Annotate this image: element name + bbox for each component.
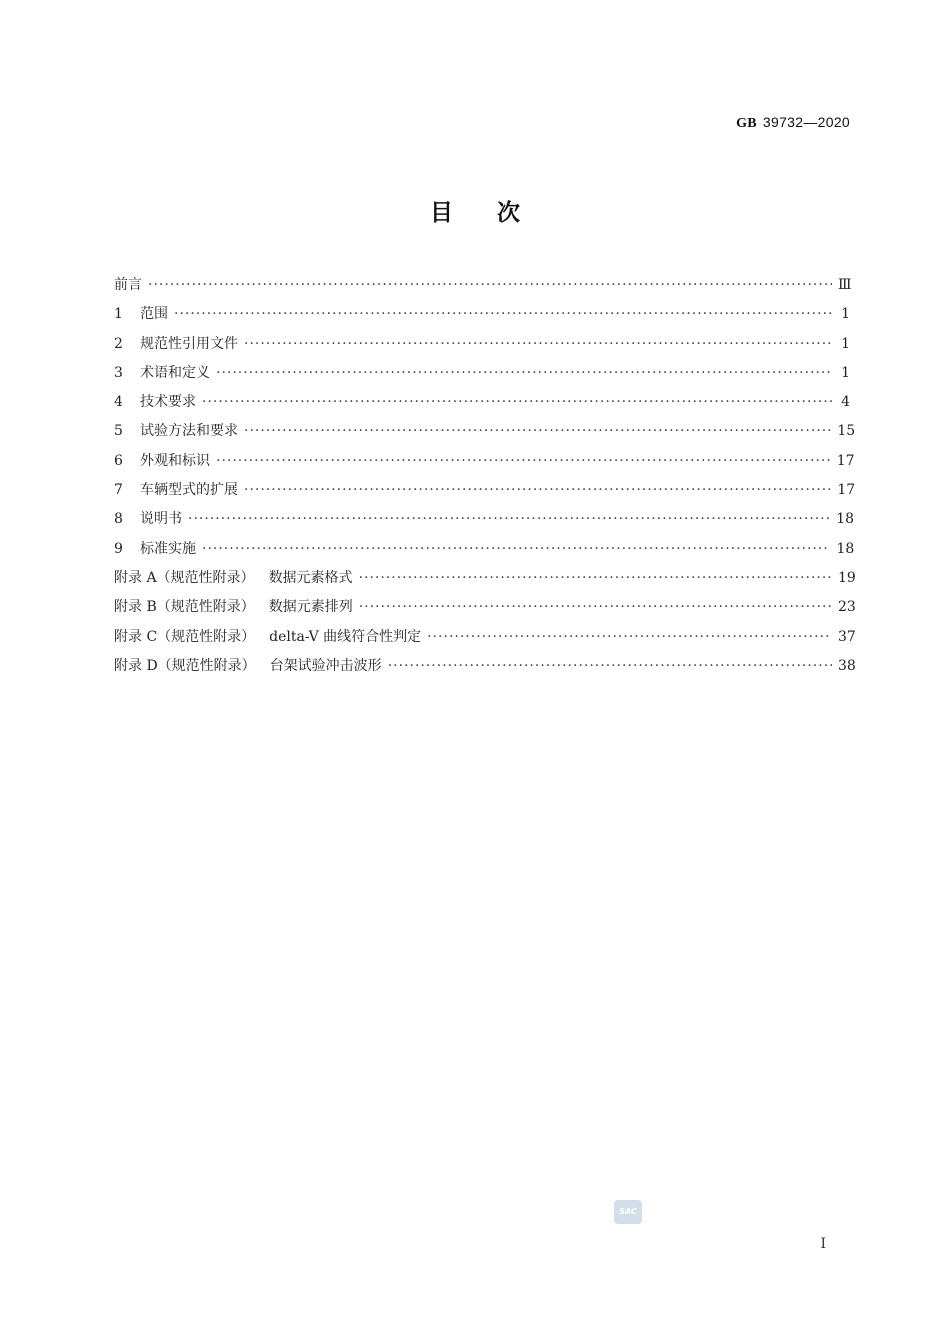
toc-entry-number: 1 bbox=[114, 306, 123, 323]
toc-entry-label bbox=[140, 417, 238, 446]
toc-entry-label bbox=[114, 652, 382, 681]
toc-entry[interactable] bbox=[114, 271, 850, 300]
toc-entry-page: 37 bbox=[838, 628, 856, 645]
toc-entry-page: 38 bbox=[838, 657, 856, 674]
toc-entry[interactable] bbox=[114, 417, 856, 446]
toc-entry[interactable] bbox=[114, 652, 856, 681]
toc-entry-label bbox=[140, 300, 168, 329]
toc-entry-page: 15 bbox=[837, 423, 856, 440]
toc-entry-number: 2 bbox=[114, 335, 123, 352]
toc-entry-label bbox=[140, 388, 196, 417]
toc-entry-title: 附录 B（规范性附录） bbox=[114, 599, 255, 616]
toc-entry[interactable] bbox=[114, 535, 855, 564]
toc-entry-label bbox=[140, 330, 238, 359]
toc-entry-subtitle: delta-V 曲线符合性判定 bbox=[269, 628, 422, 645]
toc-entry-number: 3 bbox=[114, 364, 123, 381]
toc-entry-page: 1 bbox=[841, 306, 850, 323]
toc-entry-subtitle: 台架试验冲击波形 bbox=[269, 657, 382, 674]
standard-prefix: GB bbox=[736, 116, 757, 131]
toc-entry-subtitle: 数据元素排列 bbox=[268, 599, 353, 616]
page-number: I bbox=[820, 1236, 826, 1252]
toc-entry-title: 附录 A（规范性附录） bbox=[114, 569, 255, 586]
toc-entry[interactable] bbox=[114, 447, 855, 476]
toc-entry[interactable] bbox=[114, 388, 850, 417]
sac-logo-watermark: SAC bbox=[614, 1200, 642, 1224]
toc-entry[interactable] bbox=[114, 330, 850, 359]
toc-entry-label bbox=[140, 505, 182, 534]
toc-entry-label bbox=[114, 593, 353, 622]
toc-entry-number: 5 bbox=[114, 423, 123, 440]
dot-leader bbox=[216, 359, 832, 388]
dot-leader bbox=[359, 564, 832, 593]
dot-leader bbox=[148, 271, 832, 300]
dot-leader bbox=[202, 535, 830, 564]
toc-entry-label bbox=[114, 623, 421, 652]
dot-leader bbox=[244, 476, 831, 505]
toc-entry[interactable] bbox=[114, 593, 856, 622]
toc-entry[interactable] bbox=[114, 505, 855, 534]
toc-entry-title: 前言 bbox=[114, 277, 142, 293]
toc-entry-title: 标准实施 bbox=[140, 540, 196, 557]
toc-entry[interactable] bbox=[114, 300, 850, 329]
dot-leader bbox=[359, 593, 832, 622]
toc-entry-page: 17 bbox=[836, 452, 855, 469]
toc-entry-page: 1 bbox=[841, 364, 850, 381]
toc-entry-label bbox=[114, 271, 142, 300]
dot-leader bbox=[174, 300, 832, 329]
toc-entry-page: 18 bbox=[836, 511, 855, 528]
toc-entry-number: 7 bbox=[114, 482, 123, 499]
toc-entry-number: 8 bbox=[114, 511, 123, 528]
toc-entry-label bbox=[114, 564, 353, 593]
toc-entry-page: Ⅲ bbox=[838, 277, 852, 293]
toc-entry-number: 4 bbox=[114, 394, 123, 411]
toc-entry-page: 23 bbox=[838, 599, 856, 616]
standard-number bbox=[736, 114, 850, 132]
standard-code: 39732—2020 bbox=[762, 114, 850, 130]
dot-leader bbox=[202, 388, 832, 417]
page-title: 目次 bbox=[430, 200, 564, 226]
toc-entry[interactable] bbox=[114, 359, 850, 388]
toc-entry-label bbox=[140, 535, 196, 564]
toc-entry-title: 范围 bbox=[140, 306, 168, 323]
toc-entry-title: 试验方法和要求 bbox=[140, 423, 238, 440]
toc-entry-subtitle: 数据元素格式 bbox=[268, 569, 353, 586]
toc-entry-number: 9 bbox=[114, 540, 123, 557]
toc-entry-title: 术语和定义 bbox=[140, 364, 210, 381]
toc-entry-title: 说明书 bbox=[140, 511, 182, 528]
dot-leader bbox=[188, 505, 830, 534]
dot-leader bbox=[244, 417, 831, 446]
table-of-contents bbox=[114, 271, 856, 681]
dot-leader bbox=[216, 447, 831, 476]
dot-leader bbox=[388, 652, 832, 681]
toc-entry-label bbox=[140, 476, 238, 505]
dot-leader bbox=[244, 330, 832, 359]
dot-leader bbox=[427, 623, 832, 652]
toc-entry-title: 外观和标识 bbox=[140, 452, 210, 469]
toc-entry-page: 18 bbox=[836, 540, 855, 557]
toc-entry[interactable] bbox=[114, 564, 856, 593]
toc-entry-page: 4 bbox=[841, 394, 850, 411]
toc-entry[interactable] bbox=[114, 476, 856, 505]
toc-entry-number: 6 bbox=[114, 452, 123, 469]
toc-entry-label bbox=[140, 359, 210, 388]
toc-entry-page: 19 bbox=[838, 569, 856, 586]
toc-entry-title: 附录 D（规范性附录） bbox=[114, 657, 256, 674]
toc-entry[interactable] bbox=[114, 623, 856, 652]
toc-entry-title: 技术要求 bbox=[140, 394, 196, 411]
toc-entry-title: 车辆型式的扩展 bbox=[140, 482, 238, 499]
toc-entry-title: 规范性引用文件 bbox=[140, 335, 238, 352]
toc-entry-page: 17 bbox=[837, 482, 856, 499]
toc-entry-page: 1 bbox=[841, 335, 850, 352]
toc-entry-label bbox=[140, 447, 210, 476]
toc-entry-title: 附录 C（规范性附录） bbox=[114, 628, 256, 645]
